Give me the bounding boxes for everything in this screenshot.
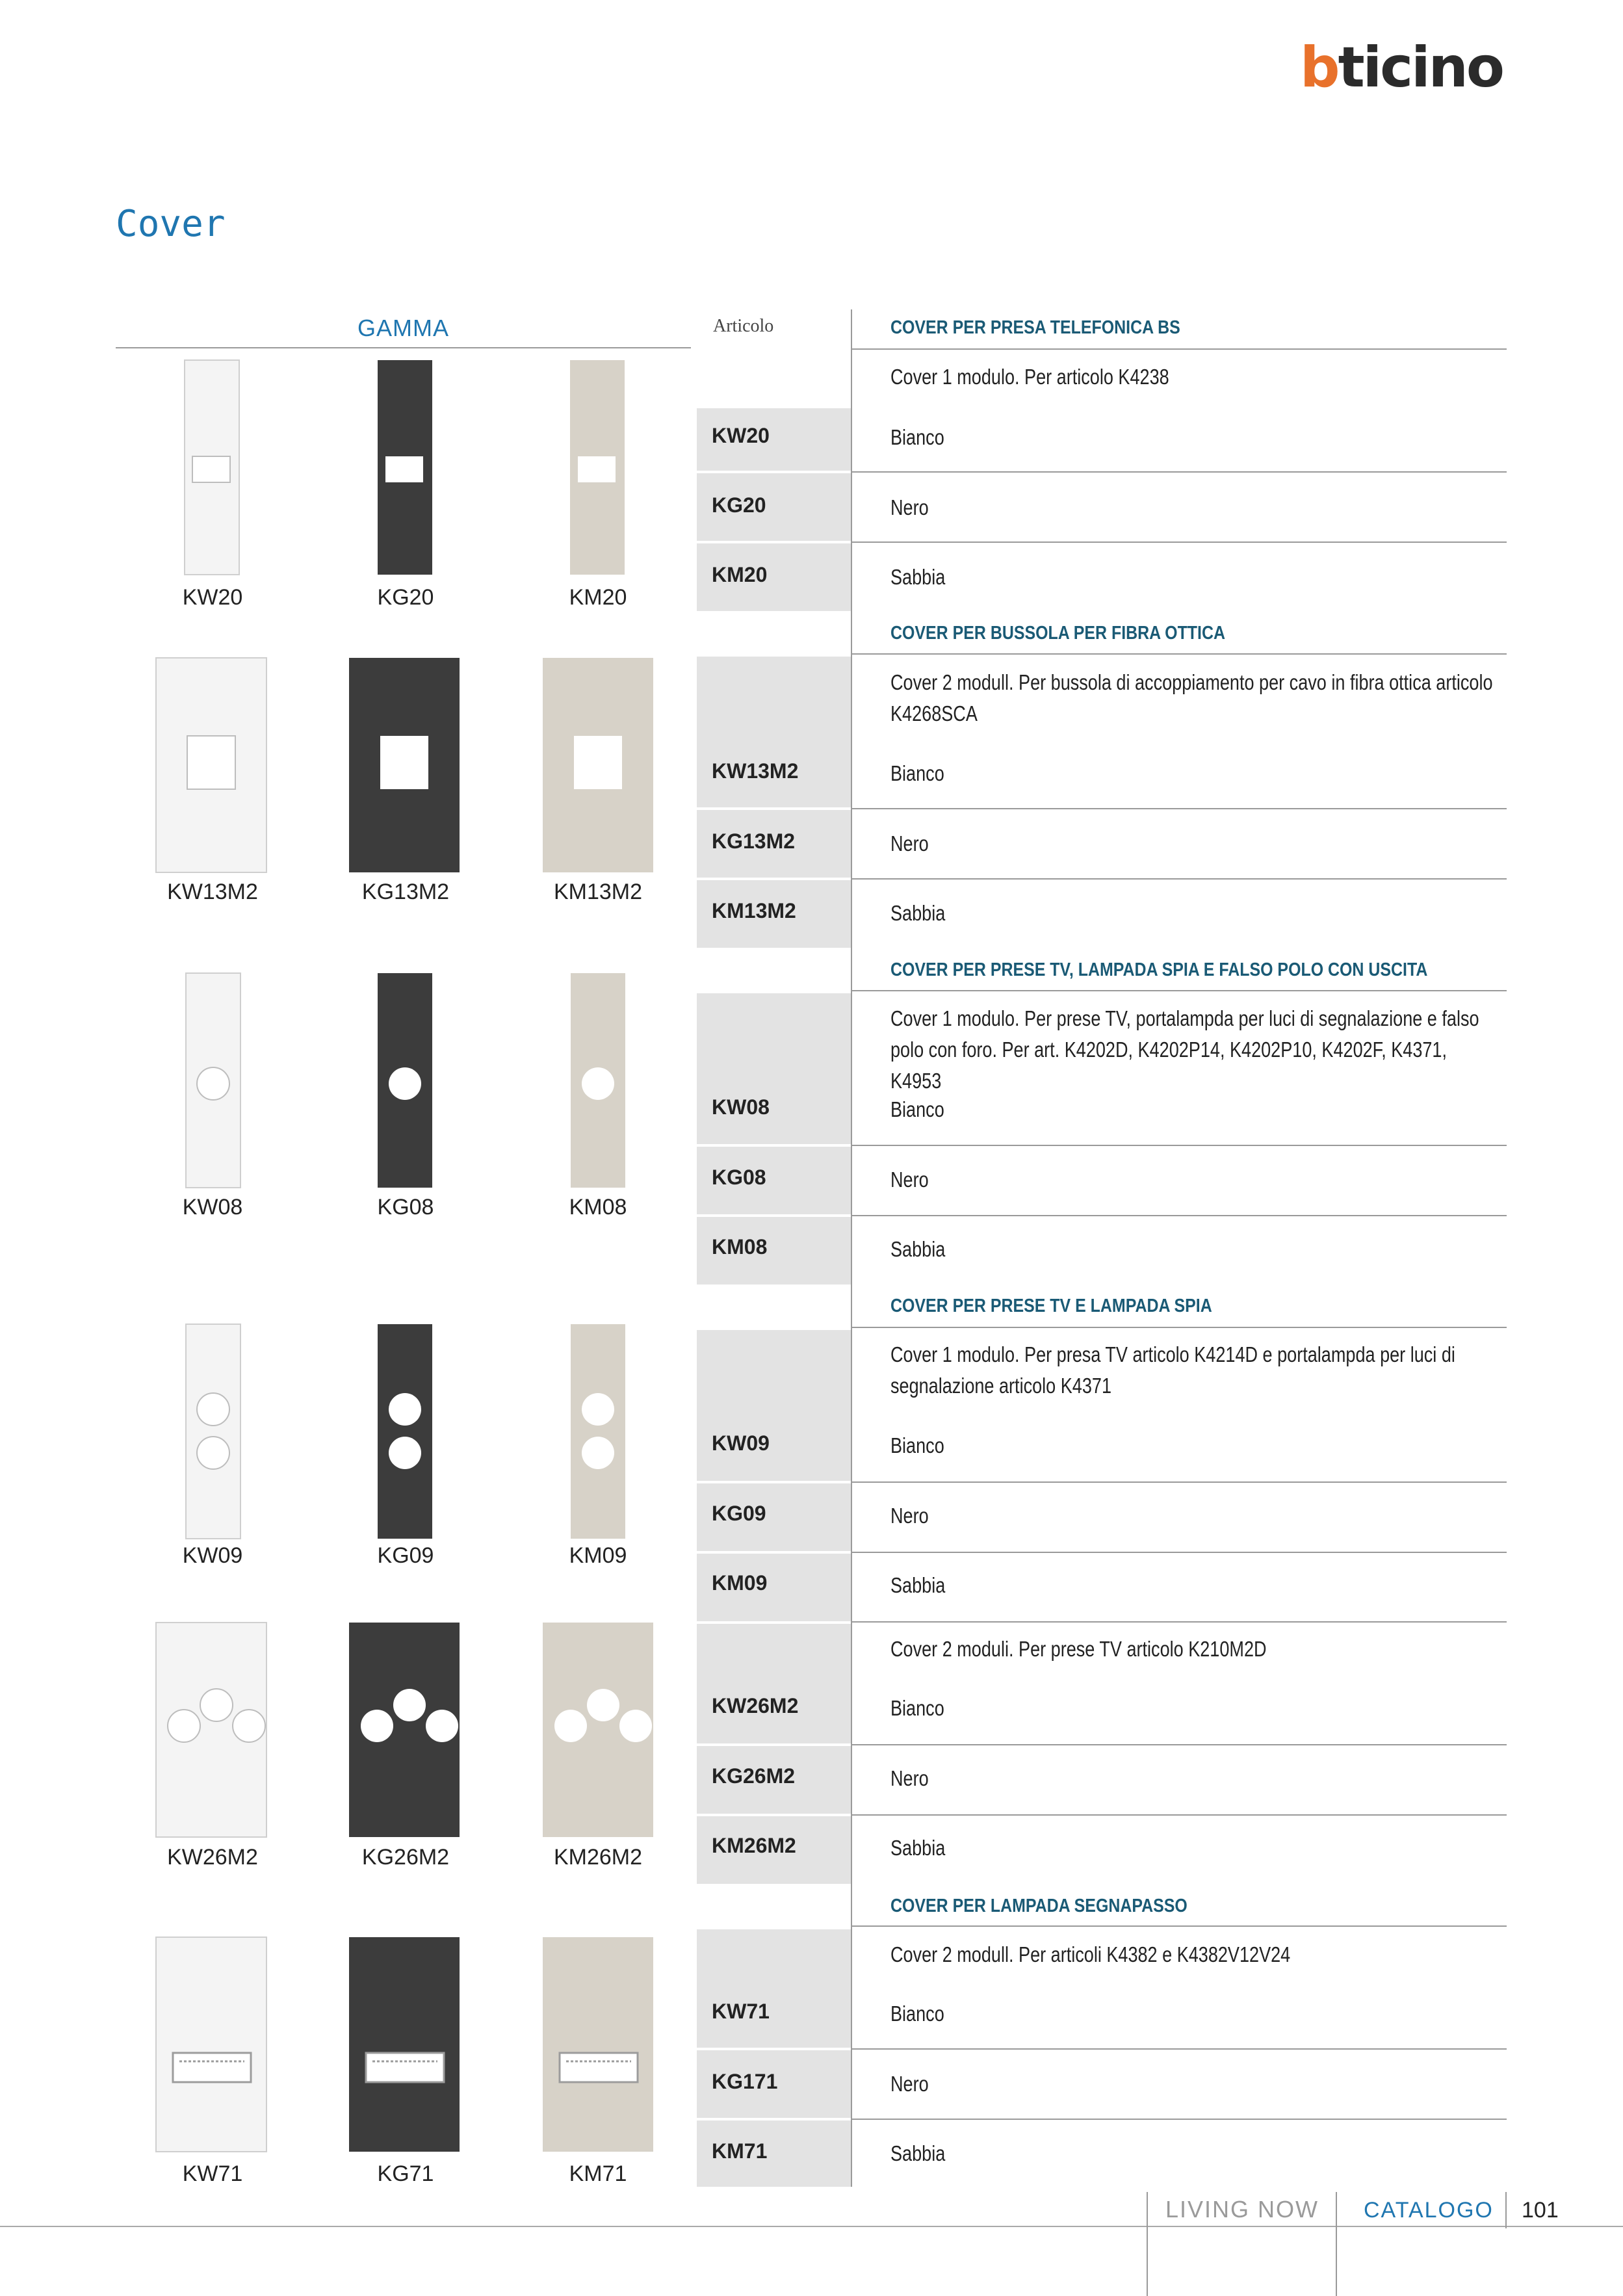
section-title: COVER PER PRESE TV, LAMPADA SPIA E FALSO POLO CON USCITA	[890, 959, 1428, 980]
bticino-logo: bticino	[1300, 35, 1503, 100]
footer-rule	[0, 2226, 1623, 2227]
product-label: KM13M2	[553, 880, 643, 904]
cover-kg13m2-image	[348, 657, 461, 874]
article-code: KW26M2	[712, 1694, 799, 1717]
article-code: KM26M2	[712, 1834, 796, 1857]
footer-divider	[1505, 2192, 1507, 2228]
row-rule	[852, 1145, 1507, 1146]
article-code: KG08	[712, 1166, 766, 1189]
product-label: KG08	[377, 1195, 434, 1220]
section-title: COVER PER PRESE TV E LAMPADA SPIA	[890, 1296, 1212, 1316]
row-rule	[852, 348, 1507, 350]
section-title: COVER PER PRESA TELEFONICA BS	[890, 317, 1180, 338]
article-color: Nero	[890, 495, 929, 519]
article-color: Nero	[890, 1504, 929, 1528]
row-rule	[852, 1814, 1507, 1816]
cover-kw71-image	[155, 1935, 272, 2156]
row-rule	[852, 1621, 1507, 1623]
article-color: Nero	[890, 831, 929, 855]
gamma-header	[116, 306, 691, 348]
article-code: KW20	[712, 424, 770, 447]
product-label: KW20	[182, 585, 243, 610]
article-color: Sabbia	[890, 901, 946, 925]
footer-brand-line: LIVING NOW	[1165, 2196, 1319, 2223]
cover-km08-image	[569, 972, 628, 1190]
code-cell-bg	[697, 1330, 851, 1481]
section-description: Cover 2 modull. Per articoli K4382 e K4382V12V24	[890, 1942, 1291, 1966]
row-rule	[852, 1925, 1507, 1927]
product-label: KG20	[377, 585, 434, 610]
section-description: Cover 1 modulo. Per prese TV, portalampda per luci di segnalazione e falso polo con foro. Per art. K4202D, K4202P14, K4202P10, K4202F, K4371, K4953	[890, 1006, 1479, 1093]
product-label: KW26M2	[167, 1845, 258, 1870]
cover-kg08-image	[376, 972, 435, 1190]
row-rule	[852, 808, 1507, 809]
product-label: KW13M2	[167, 880, 258, 904]
cover-kw09-image	[185, 1323, 243, 1541]
article-color: Sabbia	[890, 2141, 946, 2165]
section-title: COVER PER LAMPADA SEGNAPASSO	[890, 1896, 1188, 1916]
cover-kg20-image	[376, 359, 435, 577]
section-title: COVER PER BUSSOLA PER FIBRA OTTICA	[890, 623, 1226, 644]
cover-kg26m2-image	[348, 1619, 465, 1840]
product-label: KM09	[569, 1543, 627, 1568]
code-cell-bg	[697, 1624, 851, 1743]
row-rule	[852, 878, 1507, 880]
cover-kg09-image	[376, 1323, 435, 1541]
article-code: KM08	[712, 1235, 768, 1259]
row-rule	[852, 2048, 1507, 2050]
article-code: KG20	[712, 493, 766, 517]
articolo-header: Articolo	[713, 316, 774, 336]
product-label: KM26M2	[553, 1845, 643, 1870]
gamma-label: GAMMA	[357, 315, 449, 341]
cover-kw20-image	[183, 359, 242, 577]
product-label: KM08	[569, 1195, 627, 1220]
article-code: KM13M2	[712, 899, 796, 922]
footer-divider	[1336, 2192, 1337, 2296]
row-rule	[852, 1327, 1507, 1328]
page-title: Cover	[116, 203, 226, 245]
page-number: 101	[1522, 2198, 1559, 2223]
article-code: KG26M2	[712, 1764, 796, 1788]
product-label: KW71	[182, 2161, 243, 2186]
section-description: Cover 1 modulo. Per presa TV articolo K4214D e portalampda per luci di segnalazione articolo K4371	[890, 1342, 1455, 1398]
row-rule	[852, 1481, 1507, 1483]
article-color: Nero	[890, 1168, 929, 1192]
article-code: KW71	[712, 2000, 770, 2023]
article-color: Sabbia	[890, 1836, 946, 1860]
article-code: KM09	[712, 1571, 768, 1595]
article-code: KM20	[712, 563, 768, 586]
article-color: Sabbia	[890, 565, 946, 589]
section-description: Cover 2 modull. Per bussola di accoppiamento per cavo in fibra ottica articolo K4268SCA	[890, 670, 1493, 725]
article-code: KG09	[712, 1502, 766, 1525]
article-code: KW09	[712, 1431, 770, 1455]
column-divider	[851, 309, 852, 2187]
row-rule	[852, 541, 1507, 543]
article-color: Bianco	[890, 1097, 944, 1121]
cover-kw13m2-image	[155, 657, 268, 874]
article-color: Bianco	[890, 1696, 944, 1720]
footer-divider	[1147, 2192, 1148, 2296]
product-label: KG26M2	[361, 1845, 450, 1870]
product-label: KW09	[182, 1543, 243, 1568]
product-label: KW08	[182, 1195, 243, 1220]
code-cell-bg	[697, 657, 851, 807]
article-color: Bianco	[890, 2002, 944, 2026]
row-rule	[852, 1744, 1507, 1745]
article-color: Bianco	[890, 425, 944, 449]
product-label: KG09	[377, 1543, 434, 1568]
article-color: Sabbia	[890, 1237, 946, 1261]
row-rule	[852, 990, 1507, 991]
cover-km09-image	[569, 1323, 628, 1541]
cover-km20-image	[569, 359, 627, 577]
article-color: Bianco	[890, 1433, 944, 1457]
section-description: Cover 1 modulo. Per articolo K4238	[890, 365, 1169, 389]
cover-kw08-image	[185, 972, 243, 1190]
product-label: KG71	[377, 2161, 434, 2186]
section-description: Cover 2 moduli. Per prese TV articolo K210M2D	[890, 1637, 1267, 1661]
article-color: Sabbia	[890, 1573, 946, 1597]
footer-section: CATALOGO	[1364, 2198, 1494, 2223]
row-rule	[852, 1215, 1507, 1216]
article-code: KW13M2	[712, 759, 799, 783]
article-color: Bianco	[890, 761, 944, 785]
row-rule	[852, 2119, 1507, 2120]
product-label: KG13M2	[361, 880, 450, 904]
article-code: KG13M2	[712, 829, 796, 853]
row-rule	[852, 1552, 1507, 1553]
code-cell-bg	[697, 993, 851, 1144]
cover-km71-image	[541, 1935, 658, 2156]
row-rule	[852, 653, 1507, 655]
code-cell-bg	[697, 1929, 851, 2048]
article-color: Nero	[890, 1766, 929, 1790]
cover-km13m2-image	[541, 657, 655, 874]
article-color: Nero	[890, 2072, 929, 2096]
article-code: KW08	[712, 1095, 770, 1119]
article-code: KG171	[712, 2070, 778, 2093]
cover-km26m2-image	[541, 1619, 658, 1840]
product-label: KM20	[569, 585, 627, 610]
product-label: KM71	[569, 2161, 627, 2186]
cover-kg71-image	[348, 1935, 465, 2156]
row-rule	[852, 471, 1507, 473]
article-code: KM71	[712, 2139, 768, 2163]
cover-kw26m2-image	[155, 1619, 272, 1840]
